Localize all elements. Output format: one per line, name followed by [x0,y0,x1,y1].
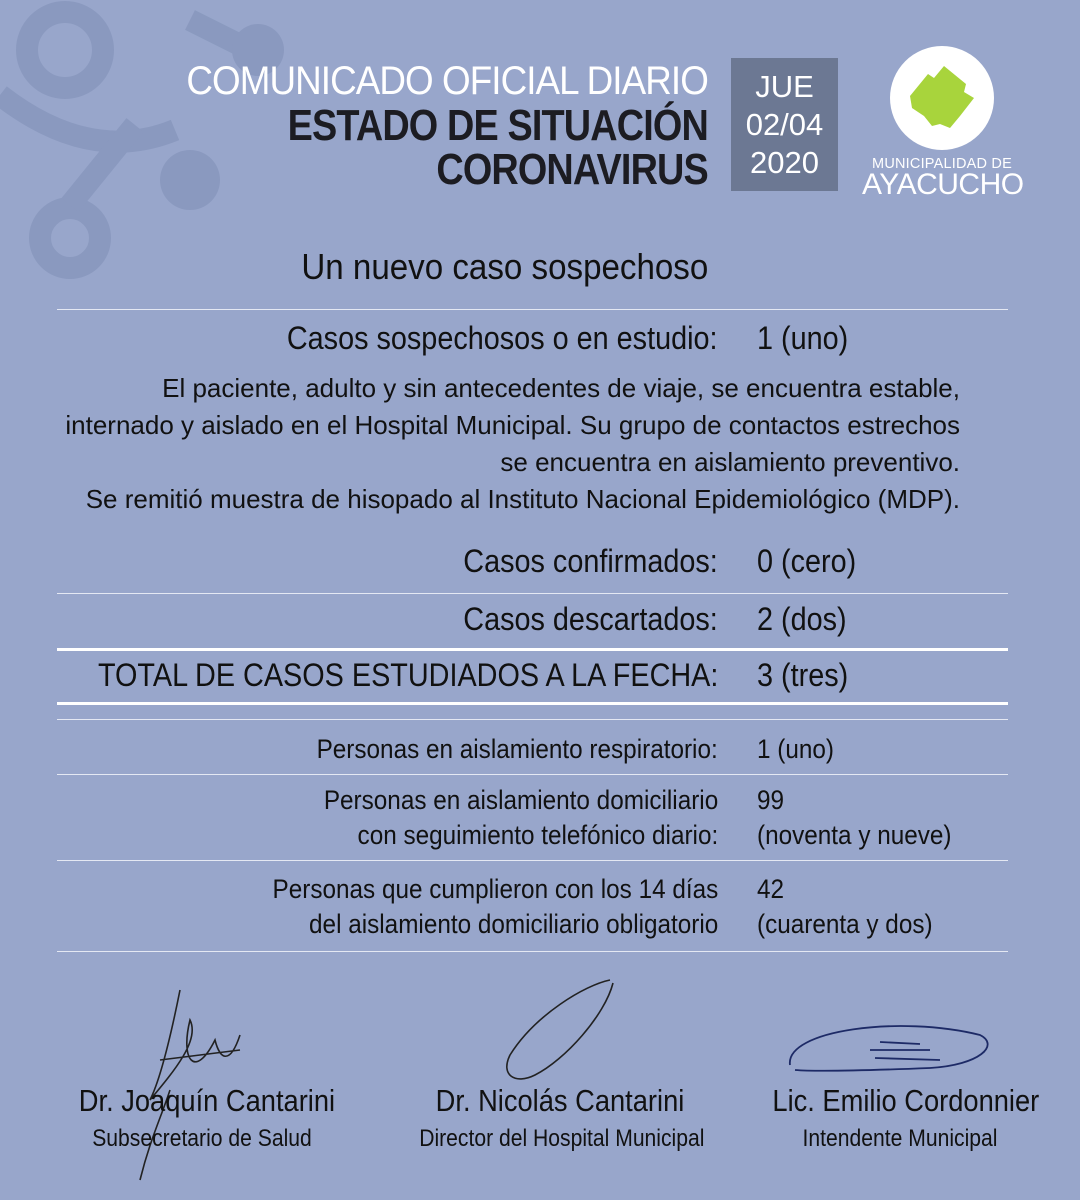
completed-isolation-label-1: Personas que cumplieron con los 14 días [272,874,718,904]
logo-circle [890,46,994,150]
signature-title: Subsecretario de Salud [92,1125,312,1152]
divider [57,951,1008,952]
total-label: TOTAL DE CASOS ESTUDIADOS A LA FECHA: [97,657,718,693]
divider [57,593,1008,594]
municipality-logo [862,46,1024,201]
respiratory-label: Personas en aislamiento respiratorio: [316,734,718,764]
patient-paragraph [40,370,960,518]
divider-thick [57,648,1008,651]
paragraph-line: Se remitió muestra de hisopado al Instituto Nacional Epidemiológico (MDP). [85,484,960,514]
header-line-3: CORONAVIRUS [436,145,708,194]
paragraph-line: El paciente, adulto y sin antecedentes de viaje, se encuentra estable, [162,373,960,403]
logo-text-1: MUNICIPALIDAD DE [872,156,1012,172]
date-daymonth: 02/04 [745,106,824,142]
completed-isolation-value-2: (cuarenta y dos) [757,909,933,939]
date-year: 2020 [750,144,819,180]
date-day: JUE [755,68,814,104]
signature-name: Lic. Emilio Cordonnier [772,1083,1040,1118]
home-isolation-label-1: Personas en aislamiento domiciliario [323,785,718,815]
completed-isolation-label-2: del aislamiento domiciliario obligatorio [308,909,718,939]
divider [57,860,1008,861]
total-value: 3 (tres) [757,657,849,693]
divider [57,309,1008,310]
paragraph-line: se encuentra en aislamiento preventivo. [500,447,960,477]
home-isolation-value [757,783,952,853]
completed-isolation-value-1: 42 [757,874,785,904]
header-line-2: ESTADO DE SITUACIÓN [287,101,708,150]
signature-name: Dr. Joaquín Cantarini [78,1083,336,1118]
confirmed-value: 0 (cero) [757,543,857,579]
home-isolation-label [324,783,718,853]
confirmed-label: Casos confirmados: [463,543,718,579]
respiratory-value: 1 (uno) [757,734,835,764]
home-isolation-value-1: 99 [757,785,785,815]
signature-block-1 [62,1083,342,1153]
signature-title: Director del Hospital Municipal [419,1125,705,1152]
date-box [731,58,838,191]
signature-title: Intendente Municipal [802,1125,998,1152]
header-title-block [141,58,708,192]
suspected-value: 1 (uno) [757,320,849,356]
home-isolation-label-2: con seguimiento telefónico diario: [357,820,718,850]
discarded-label: Casos descartados: [463,601,718,637]
divider-thick [57,702,1008,705]
home-isolation-value-2: (noventa y nueve) [757,820,952,850]
subtitle: Un nuevo caso sospechoso [301,246,708,287]
divider [57,719,1008,720]
completed-isolation-label [272,872,718,942]
signature-block-3 [755,1083,1045,1153]
paragraph-line: internado y aislado en el Hospital Municipal. Su grupo de contactos estrechos [65,410,960,440]
signature-name: Dr. Nicolás Cantarini [435,1083,685,1118]
divider [57,774,1008,775]
map-shape-icon [890,46,994,150]
discarded-value: 2 (dos) [757,601,847,637]
signature-scribble-3 [780,1010,1000,1080]
suspected-label: Casos sospechosos o en estudio: [287,320,718,356]
signature-block-2 [400,1083,720,1153]
header-line-1: COMUNICADO OFICIAL DIARIO [186,59,708,103]
logo-text-2: AYACUCHO [862,168,1024,201]
completed-isolation-value [757,872,933,942]
